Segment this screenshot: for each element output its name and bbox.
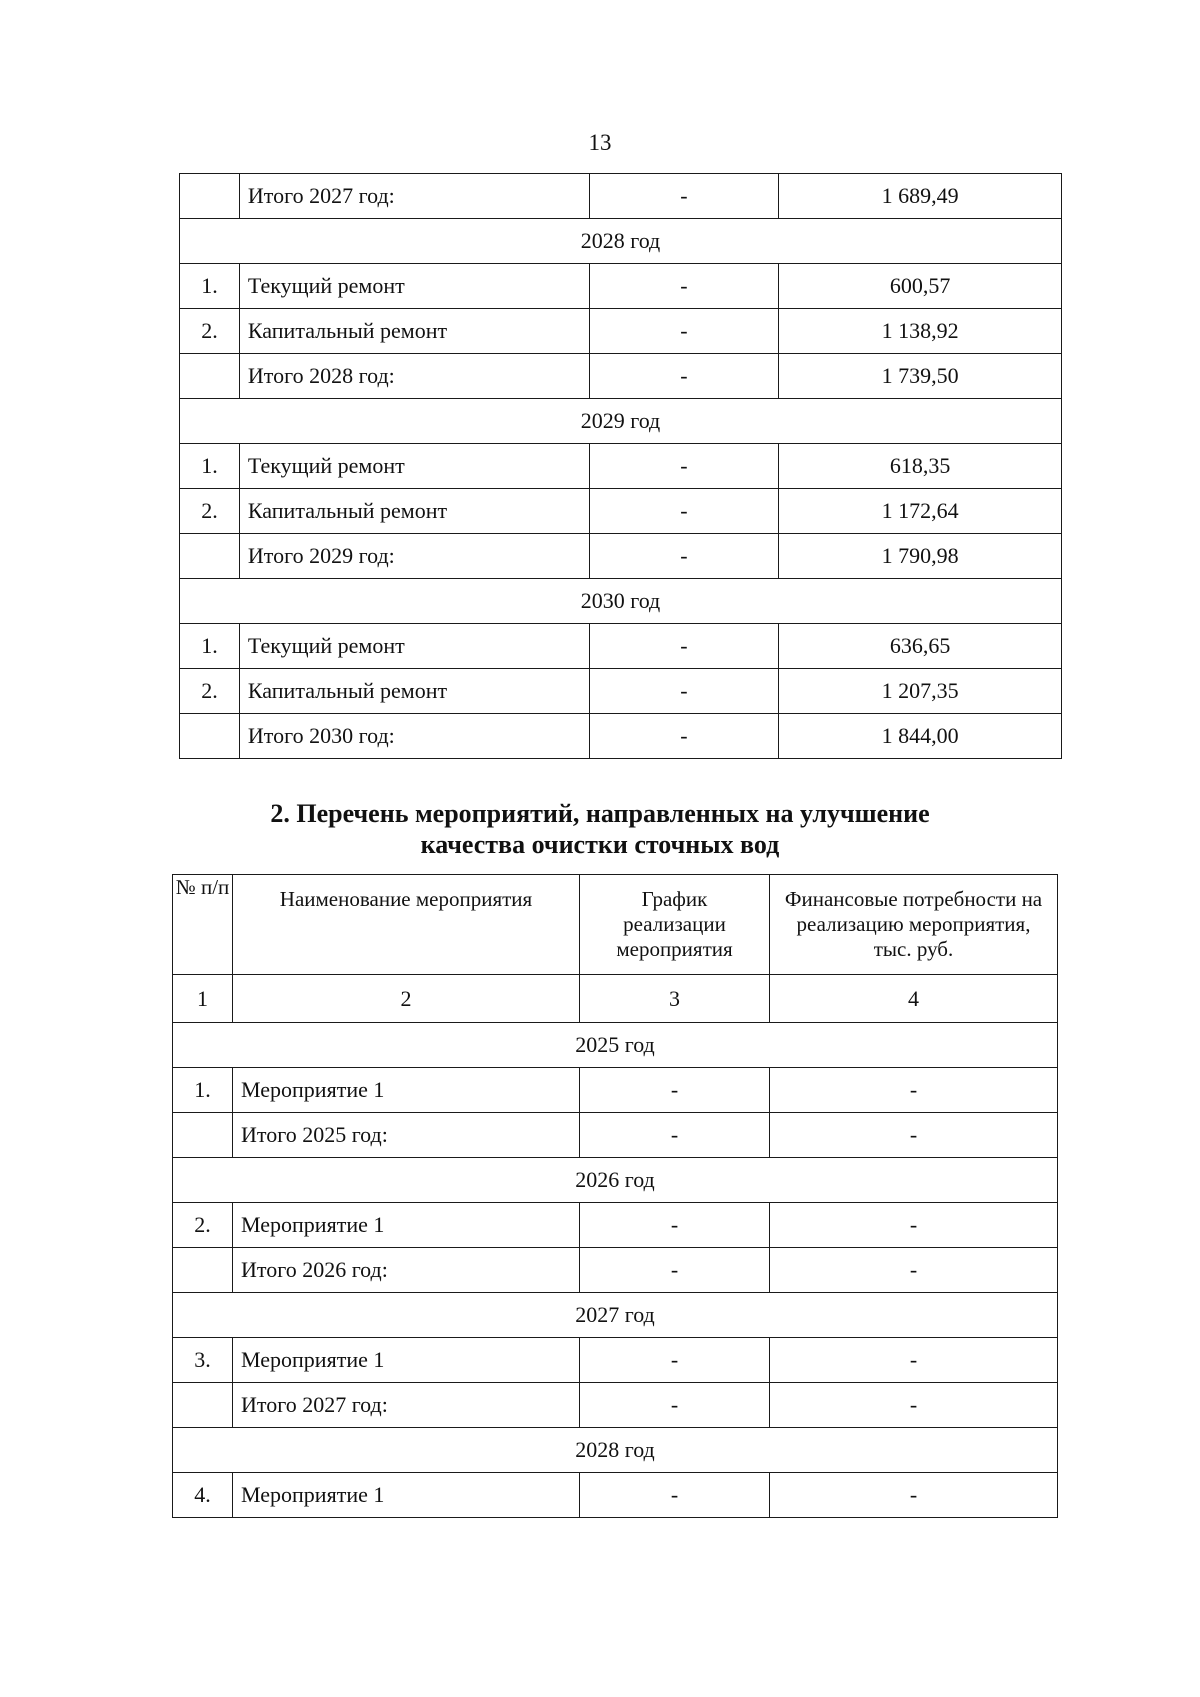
row-cost: 600,57 bbox=[779, 264, 1062, 309]
row-name: Текущий ремонт bbox=[239, 624, 589, 669]
row-cost: 1 207,35 bbox=[779, 669, 1062, 714]
row-cost: - bbox=[770, 1473, 1058, 1518]
row-name: Итого 2027 год: bbox=[233, 1383, 580, 1428]
row-number bbox=[173, 1248, 233, 1293]
year-header-row bbox=[173, 1158, 1058, 1203]
row-number: 1. bbox=[180, 624, 240, 669]
column-number: 2 bbox=[233, 975, 580, 1023]
row-cost: - bbox=[770, 1068, 1058, 1113]
row-schedule: - bbox=[589, 624, 779, 669]
row-name: Капитальный ремонт bbox=[239, 669, 589, 714]
total-row bbox=[173, 1113, 1058, 1158]
year-header-row bbox=[173, 1023, 1058, 1068]
total-row bbox=[180, 534, 1062, 579]
section-2-title bbox=[0, 798, 1200, 860]
row-name: Текущий ремонт bbox=[239, 444, 589, 489]
row-schedule: - bbox=[589, 669, 779, 714]
column-number: 3 bbox=[580, 975, 770, 1023]
row-name: Итого 2027 год: bbox=[239, 174, 589, 219]
row-cost: 1 790,98 bbox=[779, 534, 1062, 579]
row-number bbox=[173, 1113, 233, 1158]
row-number bbox=[180, 174, 240, 219]
row-number: 4. bbox=[173, 1473, 233, 1518]
year-label: 2028 год bbox=[180, 219, 1062, 264]
column-number: 4 bbox=[770, 975, 1058, 1023]
page-number: 13 bbox=[588, 130, 612, 155]
row-number: 2. bbox=[180, 309, 240, 354]
table-row bbox=[173, 1338, 1058, 1383]
header-schedule: График реализации мероприятия bbox=[580, 875, 770, 975]
row-cost: 1 844,00 bbox=[779, 714, 1062, 759]
section-title-line-2: качества очистки сточных вод bbox=[420, 830, 780, 859]
year-label: 2028 год bbox=[173, 1428, 1058, 1473]
table-row bbox=[180, 624, 1062, 669]
row-name: Мероприятие 1 bbox=[233, 1473, 580, 1518]
row-number: 1. bbox=[173, 1068, 233, 1113]
wastewater-measures-table-body bbox=[173, 975, 1058, 1518]
row-name: Итого 2026 год: bbox=[233, 1248, 580, 1293]
table-header-row bbox=[173, 875, 1058, 975]
row-name: Итого 2030 год: bbox=[239, 714, 589, 759]
table-row bbox=[180, 309, 1062, 354]
total-row bbox=[173, 1383, 1058, 1428]
row-name: Текущий ремонт bbox=[239, 264, 589, 309]
row-number: 2. bbox=[173, 1203, 233, 1248]
year-header-row bbox=[173, 1428, 1058, 1473]
row-name: Капитальный ремонт bbox=[239, 309, 589, 354]
row-name: Капитальный ремонт bbox=[239, 489, 589, 534]
wastewater-measures-table bbox=[172, 874, 1058, 1518]
header-num: № п/п bbox=[173, 875, 233, 975]
row-schedule: - bbox=[589, 309, 779, 354]
table-row bbox=[173, 1203, 1058, 1248]
row-schedule: - bbox=[580, 1068, 770, 1113]
row-number bbox=[180, 534, 240, 579]
row-cost: - bbox=[770, 1383, 1058, 1428]
row-schedule: - bbox=[589, 444, 779, 489]
row-schedule: - bbox=[580, 1383, 770, 1428]
year-label: 2029 год bbox=[180, 399, 1062, 444]
row-schedule: - bbox=[580, 1248, 770, 1293]
row-schedule: - bbox=[580, 1338, 770, 1383]
row-cost: 636,65 bbox=[779, 624, 1062, 669]
total-row bbox=[180, 174, 1062, 219]
row-schedule: - bbox=[580, 1203, 770, 1248]
table-row bbox=[173, 1068, 1058, 1113]
column-number: 1 bbox=[173, 975, 233, 1023]
row-name: Итого 2028 год: bbox=[239, 354, 589, 399]
table-row bbox=[180, 669, 1062, 714]
column-number-row bbox=[173, 975, 1058, 1023]
table-row bbox=[173, 1473, 1058, 1518]
row-number: 3. bbox=[173, 1338, 233, 1383]
table-row bbox=[180, 489, 1062, 534]
row-cost: 1 739,50 bbox=[779, 354, 1062, 399]
year-label: 2027 год bbox=[173, 1293, 1058, 1338]
row-number bbox=[180, 714, 240, 759]
row-schedule: - bbox=[580, 1113, 770, 1158]
year-header-row bbox=[180, 399, 1062, 444]
row-schedule: - bbox=[589, 264, 779, 309]
row-schedule: - bbox=[589, 714, 779, 759]
row-name: Итого 2025 год: bbox=[233, 1113, 580, 1158]
header-name: Наименование мероприятия bbox=[233, 875, 580, 975]
row-schedule: - bbox=[580, 1473, 770, 1518]
total-row bbox=[180, 354, 1062, 399]
row-name: Мероприятие 1 bbox=[233, 1068, 580, 1113]
row-cost: - bbox=[770, 1113, 1058, 1158]
table-row bbox=[180, 444, 1062, 489]
row-cost: - bbox=[770, 1203, 1058, 1248]
row-cost: 1 138,92 bbox=[779, 309, 1062, 354]
row-number: 1. bbox=[180, 264, 240, 309]
row-schedule: - bbox=[589, 174, 779, 219]
row-name: Мероприятие 1 bbox=[233, 1338, 580, 1383]
repair-cost-table-body bbox=[180, 174, 1062, 759]
year-header-row bbox=[180, 219, 1062, 264]
year-header-row bbox=[173, 1293, 1058, 1338]
year-header-row bbox=[180, 579, 1062, 624]
row-schedule: - bbox=[589, 354, 779, 399]
row-cost: 1 689,49 bbox=[779, 174, 1062, 219]
row-schedule: - bbox=[589, 489, 779, 534]
header-cost: Финансовые потребности на реализацию мероприятия, тыс. руб. bbox=[770, 875, 1058, 975]
total-row bbox=[180, 714, 1062, 759]
row-cost: 618,35 bbox=[779, 444, 1062, 489]
row-cost: 1 172,64 bbox=[779, 489, 1062, 534]
row-cost: - bbox=[770, 1338, 1058, 1383]
table-row bbox=[180, 264, 1062, 309]
row-name: Итого 2029 год: bbox=[239, 534, 589, 579]
row-number: 2. bbox=[180, 669, 240, 714]
row-number: 1. bbox=[180, 444, 240, 489]
total-row bbox=[173, 1248, 1058, 1293]
row-number: 2. bbox=[180, 489, 240, 534]
section-title-line-1: 2. Перечень мероприятий, направленных на улучшение bbox=[270, 799, 930, 828]
row-number bbox=[173, 1383, 233, 1428]
year-label: 2030 год bbox=[180, 579, 1062, 624]
year-label: 2025 год bbox=[173, 1023, 1058, 1068]
row-name: Мероприятие 1 bbox=[233, 1203, 580, 1248]
year-label: 2026 год bbox=[173, 1158, 1058, 1203]
row-schedule: - bbox=[589, 534, 779, 579]
row-cost: - bbox=[770, 1248, 1058, 1293]
repair-cost-table bbox=[179, 173, 1062, 759]
row-number bbox=[180, 354, 240, 399]
